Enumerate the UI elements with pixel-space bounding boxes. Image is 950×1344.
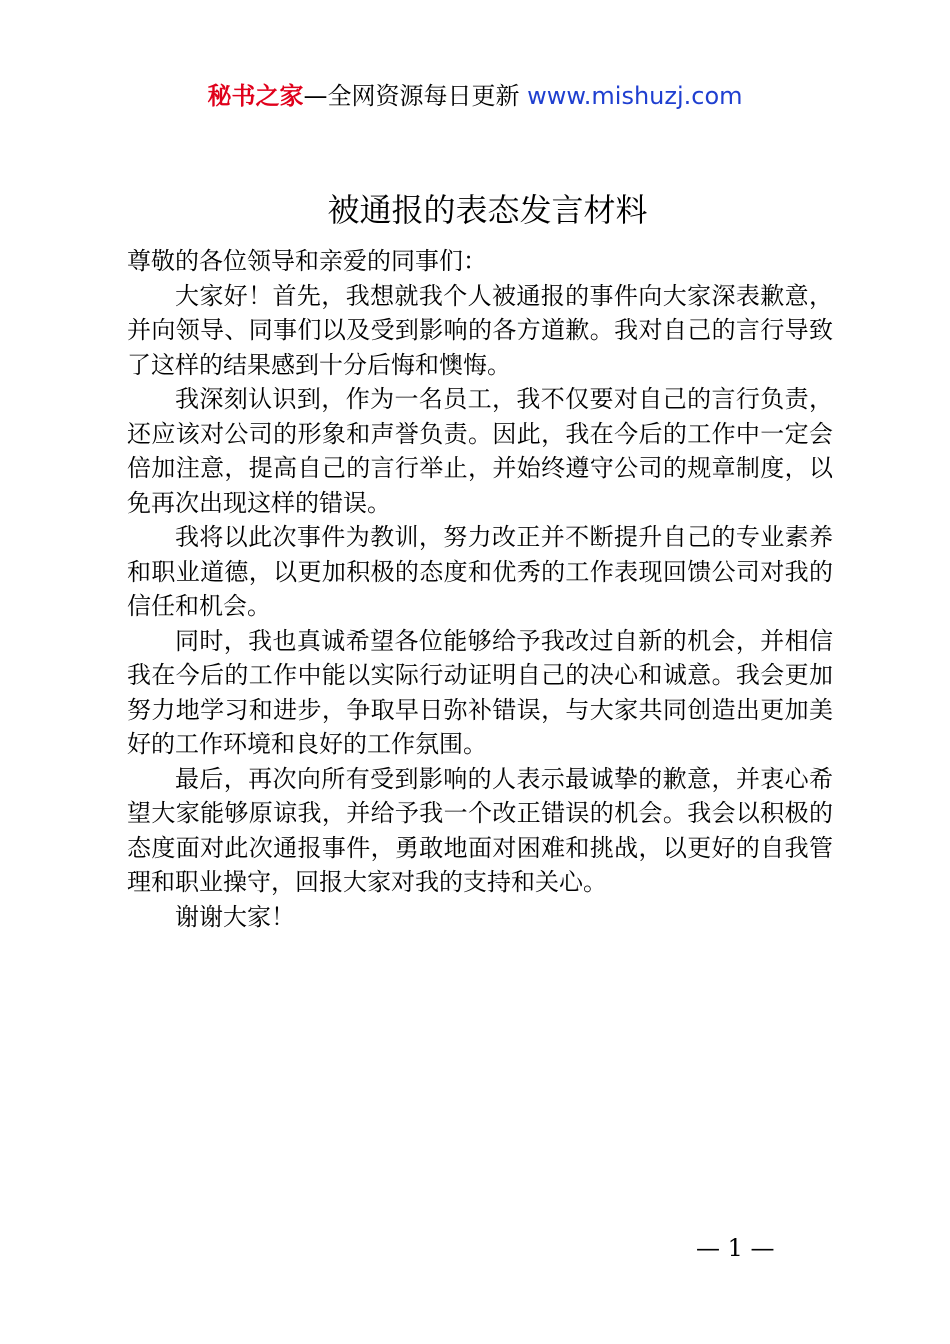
paragraph: 同时，我也真诚希望各位能够给予我改过自新的机会，并相信我在今后的工作中能以实际行动证明自己的决心和诚意。我会更加努力地学习和进步，争取早日弥补错误，与大家共同创造出更加美好的工作环境和良好的工作氛围。	[127, 626, 833, 758]
site-header	[0, 80, 950, 112]
document-body	[127, 244, 833, 934]
closing-line: 谢谢大家！	[175, 902, 295, 931]
site-url-link[interactable]: www.mishuzj.com	[527, 82, 743, 110]
paragraph: 最后，再次向所有受到影响的人表示最诚挚的歉意，并衷心希望大家能够原谅我，并给予我一个改正错误的机会。我会以积极的态度面对此次通报事件，勇敢地面对困难和挑战，以更好的自我管理和职业操守，回报大家对我的支持和关心。	[127, 764, 833, 896]
brand-name: 秘书之家	[207, 82, 304, 110]
paragraph: 大家好！首先，我想就我个人被通报的事件向大家深表歉意，并向领导、同事们以及受到影响的各方道歉。我对自己的言行导致了这样的结果感到十分后悔和懊悔。	[127, 281, 833, 379]
header-tagline: —全网资源每日更新	[303, 82, 528, 110]
page-number: — 1 —	[696, 1234, 775, 1262]
paragraph: 我将以此次事件为教训，努力改正并不断提升自己的专业素养和职业道德，以更加积极的态度和优秀的工作表现回馈公司对我的信任和机会。	[127, 523, 833, 620]
document-title: 被通报的表态发言材料	[327, 191, 648, 229]
paragraph: 我深刻认识到，作为一名员工，我不仅要对自己的言行负责，还应该对公司的形象和声誉负责。因此，我在今后的工作中一定会倍加注意，提高自己的言行举止，并始终遵守公司的规章制度，以免再次出现这样的错误。	[127, 385, 833, 517]
salutation: 尊敬的各位领导和亲爱的同事们：	[127, 247, 487, 275]
